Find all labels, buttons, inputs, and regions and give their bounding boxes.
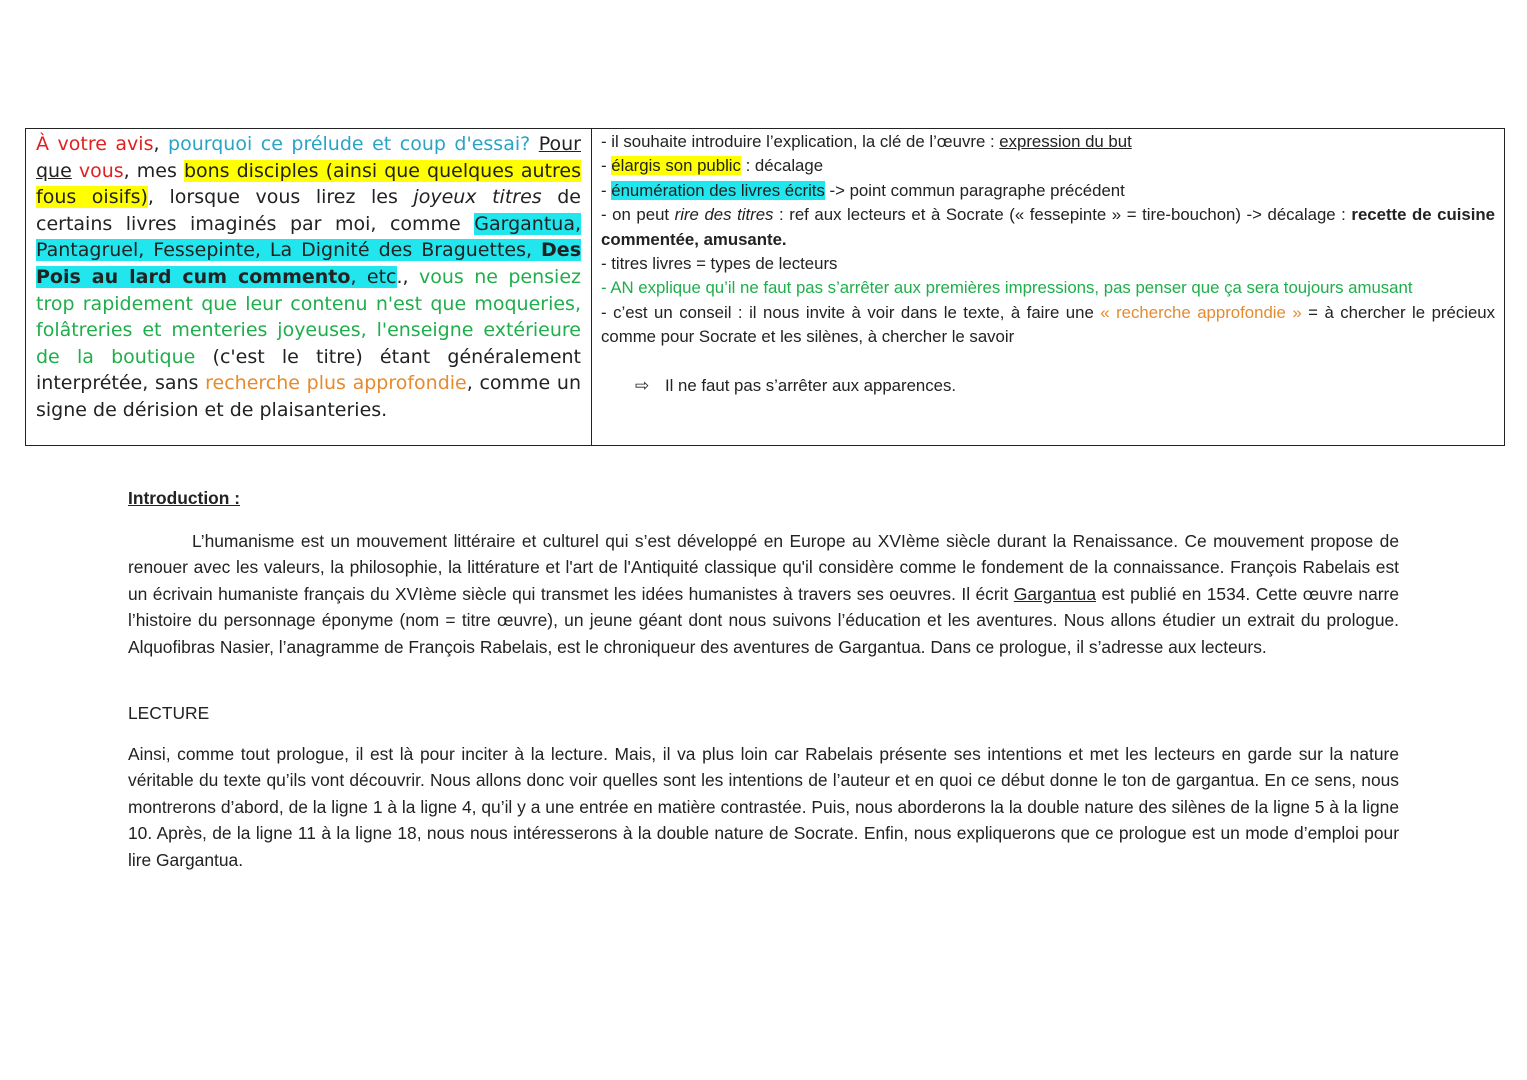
highlighted-segment: bons disciples (ainsi que quelques autres fous oisifs) xyxy=(36,159,581,209)
note-text: : ref aux lecteurs et à Socrate (« fessepinte » = tire-bouchon) -> décalage : xyxy=(773,205,1352,225)
note-line xyxy=(601,130,1495,154)
note-text: « recherche approfondie » xyxy=(1100,302,1302,322)
note-text: - xyxy=(601,156,612,176)
quote-segment: vous xyxy=(78,159,124,182)
quote-segment: joyeux titres xyxy=(413,186,542,209)
quote-segment: À votre avis xyxy=(36,133,154,155)
highlighted-segment: Des Pois au lard cum commento xyxy=(36,239,581,288)
quote-segment xyxy=(530,133,539,155)
note-text: - c’est un conseil : il nous invite à voir dans le texte, à faire une xyxy=(601,302,1101,322)
note-text: = à chercher le précieux comme pour Socrate et les silènes, à chercher le savoir xyxy=(601,302,1496,347)
quote-segment: , mes xyxy=(123,159,184,182)
section-title: Introduction : xyxy=(128,488,241,508)
quote-segment: , lorsque vous lirez les xyxy=(147,186,414,209)
lecture-heading: LECTURE xyxy=(128,703,210,723)
quote-segment: de certains livres imaginés par moi, comme xyxy=(36,186,581,235)
note-text: recette de cuisine commentée, amusante. xyxy=(601,205,1496,249)
note-text: : décalage xyxy=(740,156,824,176)
note-line xyxy=(601,301,1495,350)
analysis-table xyxy=(25,128,1505,446)
analysis-notes-cell xyxy=(592,129,1504,445)
source-text-cell xyxy=(26,129,592,445)
paragraph-text: est publié en 1534. Cette œuvre narre l’histoire du personnage éponyme (nom = titre œuvre), un jeune géant dont nous suivons l’éducation et les aventures. Nous allons étudier un extrait du prologue. Alquofibras Nasier, l’anagramme de François Rabelais, est le chroniqueur des aventures de Gargantua. Dans ce prologue, il s’adresse aux lecteurs. xyxy=(128,583,1399,657)
highlighted-segment: , etc xyxy=(350,265,397,288)
quote-segment: , comme un signe de dérision et de plaisanteries. xyxy=(36,372,581,421)
paragraph-text: L’humanisme est un mouvement littéraire et culturel qui s’est développé en Europe au XVIème siècle durant la Renaissance. Ce mouvement propose de renouer avec les valeurs, la philosophie, la littérature et l'art de l'Antiquité classique qu'il considère comme le fondement de la connaissance. François Rabelais est un écrivain humaniste français du XVIème siècle qui transmet les idées humanistes à travers ses oeuvres. Il écrit xyxy=(128,531,1399,604)
highlighted-note: énumération des livres écrits xyxy=(611,180,825,200)
quote-segment: Pour que xyxy=(36,133,581,182)
quote-segment: vous ne pensiez trop rapidement que leur contenu n'est que moqueries, folâtreries et menteries joyeuses, l'enseigne extérieure de la boutique xyxy=(36,265,581,368)
highlighted-note: élargis son public xyxy=(611,156,741,176)
note-text: -> point commun paragraphe précédent xyxy=(824,180,1125,200)
note-text: rire des titres xyxy=(674,205,774,225)
arrow-right-icon: ⇨ xyxy=(635,375,650,395)
conclusion-line xyxy=(601,374,1495,398)
note-line: - titres livres = types de lecteurs xyxy=(601,254,838,274)
conclusion-text: Il ne faut pas s’arrêter aux apparences. xyxy=(665,375,957,395)
note-line xyxy=(601,154,1495,178)
quote-segment: , xyxy=(153,133,169,155)
quote-segment: pourquoi ce prélude et coup d'essai? xyxy=(168,133,531,155)
intro-paragraph xyxy=(128,528,1399,660)
book-title: Gargantua xyxy=(1013,583,1096,604)
plan-paragraph: Ainsi, comme tout prologue, il est là pour inciter à la lecture. Mais, il va plus loin car Rabelais présente ses intentions et met les lecteurs en garde sur la nature véritable du texte qu’ils vont découvrir. Nous allons donc voir quelles sont les intentions de l’auteur et en quoi ce début donne le ton de gargantua. En ce sens, nous montrerons d’abord, de la ligne 1 à la ligne 4, qu’il y a une entrée en matière contrastée. Puis, nous aborderons la la double nature des silènes de la ligne 5 à la ligne 10. Après, de la ligne 11 à la ligne 18, nous nous intéresserons à la double nature de Socrate. Enfin, nous expliquerons que ce prologue est un mode d’emploi pour lire Gargantua. xyxy=(128,744,1399,870)
note-text: expression du but xyxy=(999,132,1132,151)
quote-segment: (c'est le titre) étant généralement interprétée, sans xyxy=(36,345,582,395)
quote-segment: ., xyxy=(396,265,419,288)
note-text: - il souhaite introduire l’explication, la clé de l’œuvre : xyxy=(601,132,1000,151)
note-line: - AN explique qu’il ne faut pas s’arrêter aux premières impressions, pas penser que ça sera toujours amusant xyxy=(601,278,1413,298)
note-line xyxy=(601,203,1495,252)
note-text: - on peut xyxy=(601,205,675,225)
highlighted-segment: Gargantua, Pantagruel, Fessepinte, La Dignité des Braguettes, xyxy=(36,212,581,262)
quote-segment xyxy=(72,160,79,182)
note-text: - xyxy=(601,180,612,200)
note-line xyxy=(601,179,1495,203)
quote-segment: recherche plus approfondie xyxy=(205,372,467,395)
